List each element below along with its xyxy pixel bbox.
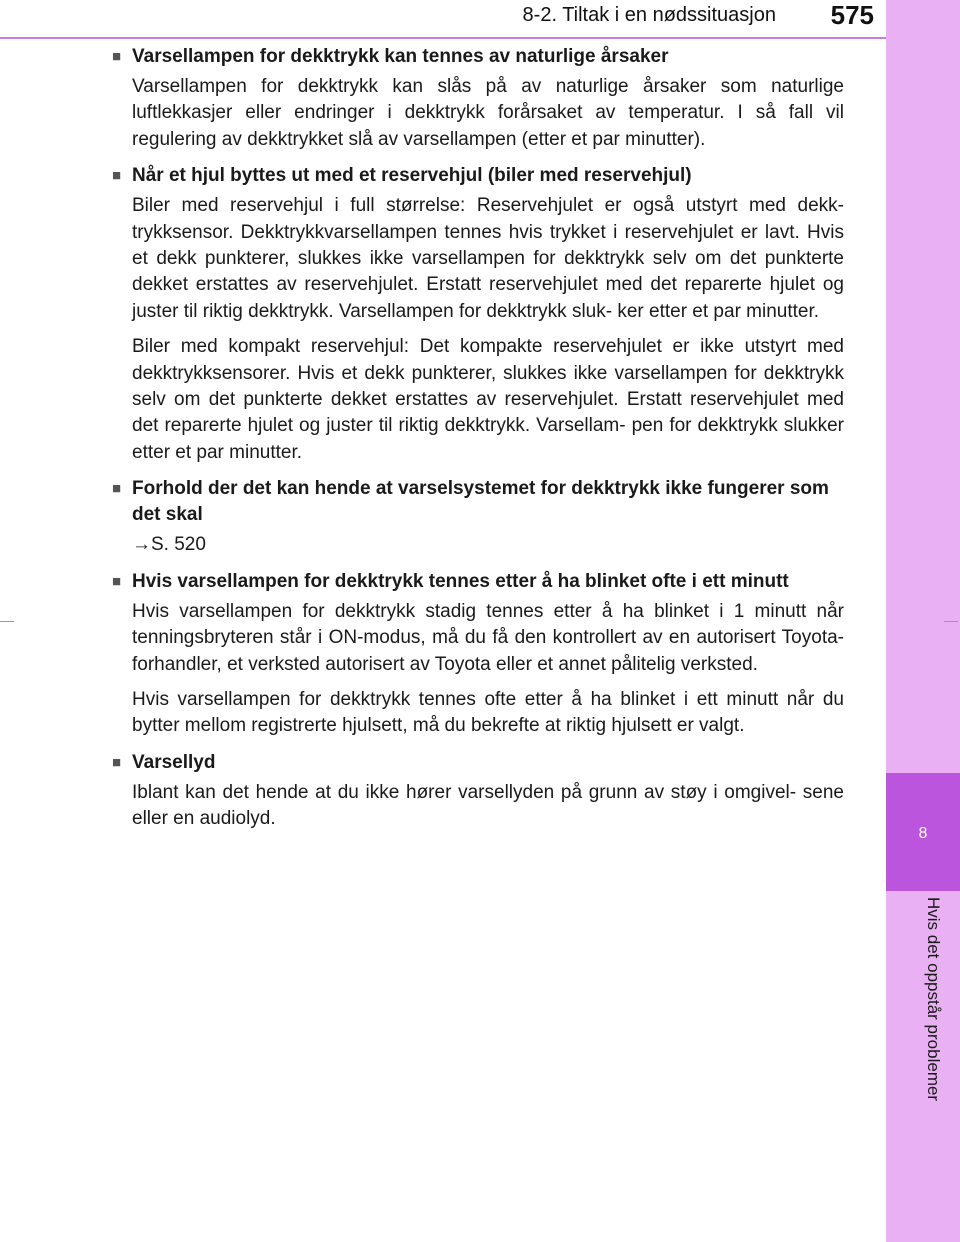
section-heading-text: Forhold der det kan hende at varselsystemet for dekktrykk ikke fungerer som det skal bbox=[132, 478, 829, 526]
body-paragraph: Iblant kan det hende at du ikke hører varsellyden på grunn av støy i omgivel- sene eller en audiolyd. bbox=[132, 781, 844, 830]
square-bullet-icon: ■ bbox=[112, 753, 122, 771]
square-bullet-icon: ■ bbox=[112, 48, 122, 65]
page-header bbox=[0, 0, 886, 38]
section-heading-text: Varsellyd bbox=[132, 751, 216, 773]
crop-mark-right bbox=[944, 621, 958, 622]
crop-mark-left bbox=[0, 621, 14, 622]
body-paragraph: Biler med kompakt reservehjul: Det kompakte reservehjulet er ikke utstyrt med dekktrykksensorer. Hvis et dekk punkterer, slukkes ikke varsellampen for dekktrykk selv om det punkterte dekket erstattes av reservehjulet. Erstatt reservehjulet med det reparerte hjulet og juster til riktig dekktrykk. Varsellam- pen for dekktrykk slukker etter et par minutter. bbox=[132, 336, 844, 463]
chapter-title: Hvis det oppstår problemer bbox=[924, 897, 943, 1102]
section-title: 8-2. Tiltak i en nødssituasjon bbox=[522, 4, 776, 26]
section-heading-text: Når et hjul byttes ut med et reservehjul (biler med reservehjul) bbox=[132, 165, 692, 187]
section-heading bbox=[112, 750, 844, 776]
section-heading-text: Hvis varsellampen for dekktrykk tennes etter å ha blinket ofte i ett minutt bbox=[132, 570, 789, 592]
page-number: 575 bbox=[830, 0, 874, 30]
section-heading bbox=[112, 163, 844, 189]
section-heading bbox=[112, 44, 844, 70]
body-paragraph: Biler med reservehjul i full størrelse: Reservehjulet er også utstyrt med dekk- trykksensor. Dekktrykkvarsellampen tennes hvis trykket i reservehjulet er lavt. Hvis et dekk punkterer, slukkes ikke varsellampen for dekktrykk selv om det punkterte dekket erstattes av reservehjulet. Erstatt reservehjulet med det reparerte hjulet og juster til riktig dekktrykk. Varsellampen for dekktrykk sluk- ker etter et par minutter. bbox=[132, 195, 844, 322]
section-heading bbox=[112, 569, 844, 595]
chapter-number: 8 bbox=[918, 825, 928, 842]
page-content bbox=[112, 44, 844, 843]
square-bullet-icon: ■ bbox=[112, 572, 122, 590]
body-paragraph: Varsellampen for dekktrykk kan slås på av naturlige årsaker som naturlige luftlekkasjer eller endringer i dekktrykk forårsaket av temperatur. I så fall vil regulering av dekktrykket slå av varsellampen (etter et par minutter). bbox=[132, 76, 844, 150]
section bbox=[112, 750, 844, 833]
section bbox=[112, 569, 844, 740]
section-heading-text: Varsellampen for dekktrykk kan tennes av naturlige årsaker bbox=[132, 46, 669, 67]
section bbox=[112, 476, 844, 558]
header-divider bbox=[0, 37, 886, 39]
section bbox=[112, 163, 844, 466]
section bbox=[112, 44, 844, 153]
square-bullet-icon: ■ bbox=[112, 480, 122, 498]
body-paragraph: Hvis varsellampen for dekktrykk tennes ofte etter å ha blinket i ett minutt når du bytter mellom registrerte hjulsett, må du bekrefte at riktig hjulsett er valgt. bbox=[132, 688, 844, 737]
section-heading bbox=[112, 476, 844, 528]
chapter-number-block bbox=[886, 773, 960, 891]
square-bullet-icon: ■ bbox=[112, 167, 122, 185]
body-paragraph: Hvis varsellampen for dekktrykk stadig tennes etter å ha blinket i 1 minutt når tenningsbryteren står i ON-modus, må du få den kontrollert av en autorisert Toyota-forhandler, et verksted autorisert av Toyota eller et annet pålitelig verksted. bbox=[132, 600, 844, 675]
page-reference: →S. 520 bbox=[132, 534, 206, 556]
